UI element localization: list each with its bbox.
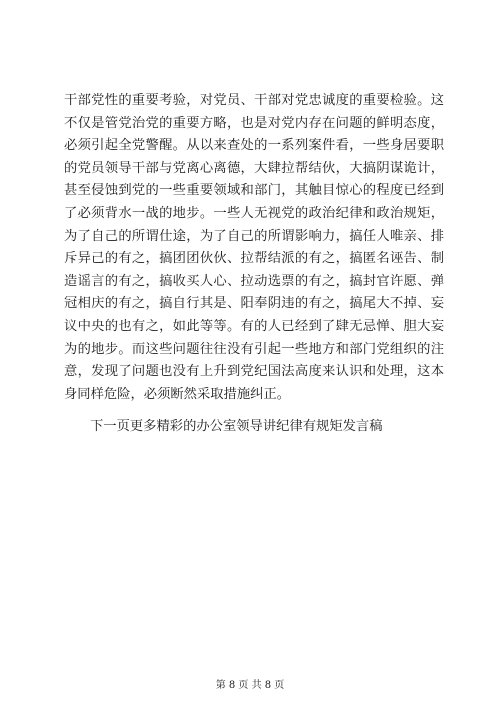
paragraph-line: 了必须背水一战的地步。一些人无视党的政治纪律和政治规矩， — [64, 205, 444, 221]
paragraph-line: 意，发现了问题也没有上升到党纪国法高度来认识和处理，这本 — [64, 364, 444, 380]
page-footer: 第 8 页 共 8 页 — [215, 680, 285, 691]
paragraph-line: 冠相庆的有之，搞自行其是、阳奉阴违的有之，搞尾大不掉、妄 — [64, 296, 444, 312]
paragraph-line: 甚至侵蚀到党的一些重要领域和部门，其触目惊心的程度已经到 — [64, 183, 444, 199]
paragraph-line: 干部党性的重要考验，对党员、干部对党忠诚度的重要检验。这 — [64, 93, 444, 108]
paragraph-line: 议中央的也有之，如此等等。有的人已经到了肆无忌惮、胆大妄 — [64, 318, 444, 334]
paragraph-line: 为了自己的所谓仕途，为了自己的所谓影响力，搞任人唯亲、排 — [64, 228, 444, 244]
paragraph-line: 造谣言的有之，搞收买人心、拉动选票的有之，搞封官许愿、弹 — [64, 273, 444, 289]
paragraph-line: 的党员领导干部与党离心离德，大肆拉帮结伙，大搞阴谋诡计， — [64, 160, 444, 176]
body-paragraph — [64, 90, 444, 406]
paragraph-line: 必须引起全党警醒。从以来查处的一系列案件看，一些身居要职 — [64, 138, 444, 154]
paragraph-line: 斥异己的有之，搞团团伙伙、拉帮结派的有之，搞匿名诬告、制 — [64, 251, 444, 267]
next-page-link[interactable]: 下一页更多精彩的办公室领导讲纪律有规矩发言稿 — [90, 419, 383, 434]
paragraph-line: 身同样危险，必须断然采取措施纠正。 — [64, 386, 291, 402]
paragraph-line: 为的地步。而这些问题往往没有引起一些地方和部门党组织的注 — [64, 341, 444, 357]
paragraph-line: 不仅是管党治党的重要方略，也是对党内存在问题的鲜明态度， — [64, 115, 444, 131]
